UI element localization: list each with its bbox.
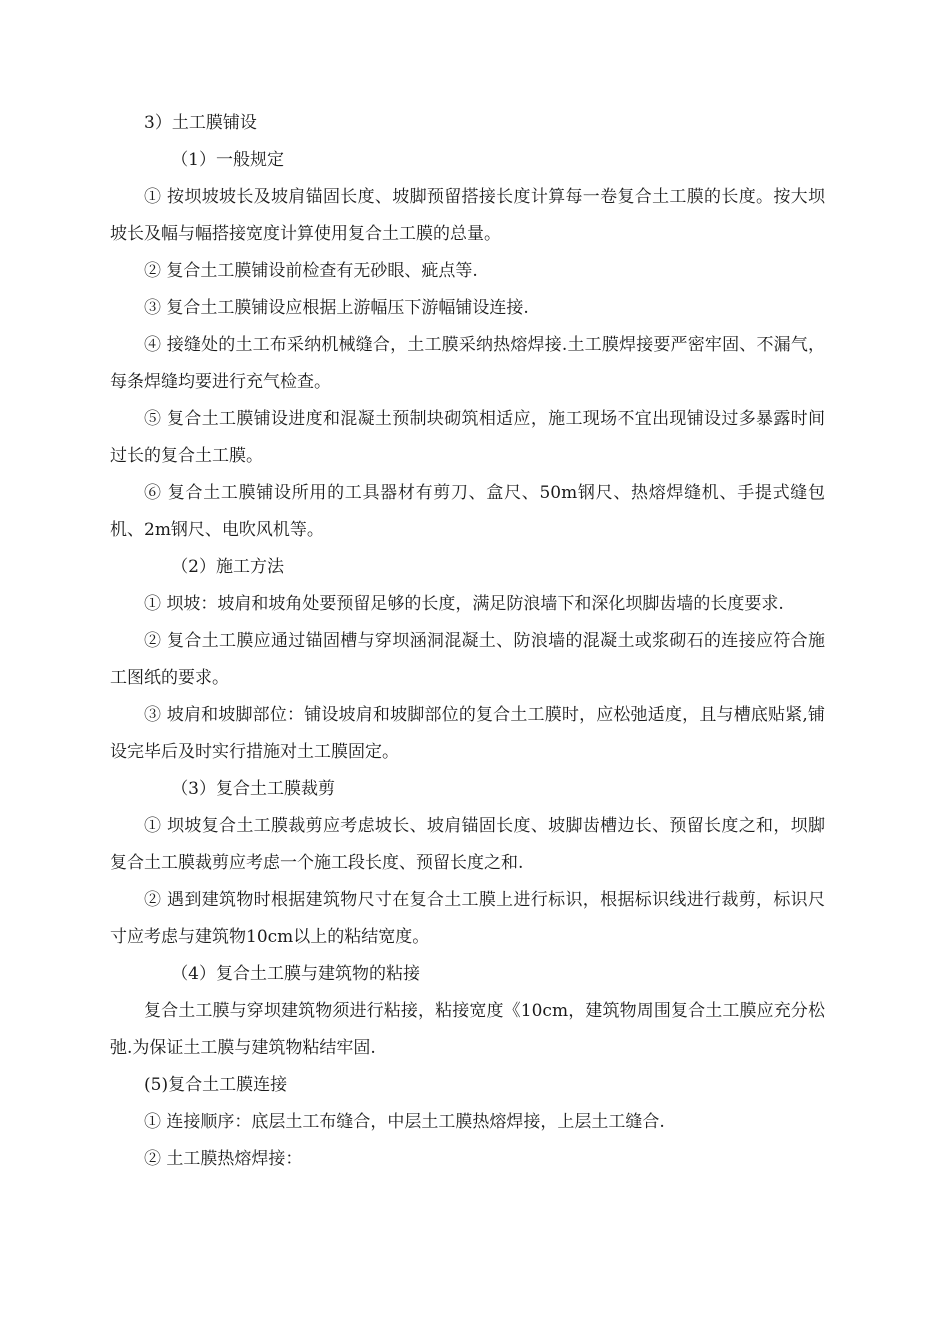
paragraph-rule-3: ③ 复合土工膜铺设应根据上游幅压下游幅铺设连接.: [144, 298, 529, 318]
paragraph-rule-1: ① 按坝坡坡长及坡肩锚固长度、坡脚预留搭接长度计算每一卷复合土工膜的长度。按大坝坡长及幅与幅搭接宽度计算使用复合土工膜的总量。: [110, 187, 825, 244]
paragraph-method-2: ② 复合土工膜应通过锚固槽与穿坝涵洞混凝土、防浪墙的混凝土或浆砌石的连接应符合施工图纸的要求。: [110, 631, 825, 688]
subheading-general-rules: （1）一般规定: [171, 150, 285, 170]
paragraph-connection-2: ② 土工膜热熔焊接：: [144, 1149, 303, 1169]
subheading-construction-method: （2）施工方法: [171, 557, 285, 577]
paragraph-method-1: ① 坝坡：坡肩和坡角处要预留足够的长度，满足防浪墙下和深化坝脚齿墙的长度要求.: [144, 594, 784, 614]
document-body: [110, 105, 825, 1178]
paragraph-connection-1: ① 连接顺序：底层土工布缝合，中层土工膜热熔焊接，上层土工缝合.: [144, 1112, 665, 1132]
paragraph-rule-5: ⑤ 复合土工膜铺设进度和混凝土预制块砌筑相适应，施工现场不宜出现铺设过多暴露时间过长的复合土工膜。: [110, 409, 825, 466]
subheading-connection: (5)复合土工膜连接: [144, 1075, 288, 1095]
section-heading-geomembrane-laying: 3）土工膜铺设: [144, 113, 257, 133]
paragraph-rule-6: ⑥ 复合土工膜铺设所用的工具器材有剪刀、盒尺、50m钢尺、热熔焊缝机、手提式缝包机、2m钢尺、电吹风机等。: [110, 483, 825, 540]
paragraph-cutting-1: ① 坝坡复合土工膜裁剪应考虑坡长、坡肩锚固长度、坡脚齿槽边长、预留长度之和，坝脚复合土工膜裁剪应考虑一个施工段长度、预留长度之和.: [110, 816, 825, 873]
paragraph-rule-4: ④ 接缝处的土工布采纳机械缝合，土工膜采纳热熔焊接.土工膜焊接要严密牢固、不漏气，每条焊缝均要进行充气检查。: [110, 335, 825, 392]
paragraph-method-3: ③ 坡肩和坡脚部位：铺设坡肩和坡脚部位的复合土工膜时，应松弛适度，且与槽底贴紧,铺设完毕后及时实行措施对土工膜固定。: [110, 705, 825, 762]
paragraph-rule-2: ② 复合土工膜铺设前检查有无砂眼、疵点等.: [144, 261, 478, 281]
paragraph-cutting-2: ② 遇到建筑物时根据建筑物尺寸在复合土工膜上进行标识，根据标识线进行裁剪，标识尺寸应考虑与建筑物10cm以上的粘结宽度。: [110, 890, 825, 947]
paragraph-bonding: 复合土工膜与穿坝建筑物须进行粘接，粘接宽度《10cm，建筑物周围复合土工膜应充分松弛.为保证土工膜与建筑物粘结牢固.: [110, 1001, 825, 1058]
subheading-cutting: （3）复合土工膜裁剪: [171, 779, 336, 799]
subheading-bonding: （4）复合土工膜与建筑物的粘接: [171, 964, 421, 984]
